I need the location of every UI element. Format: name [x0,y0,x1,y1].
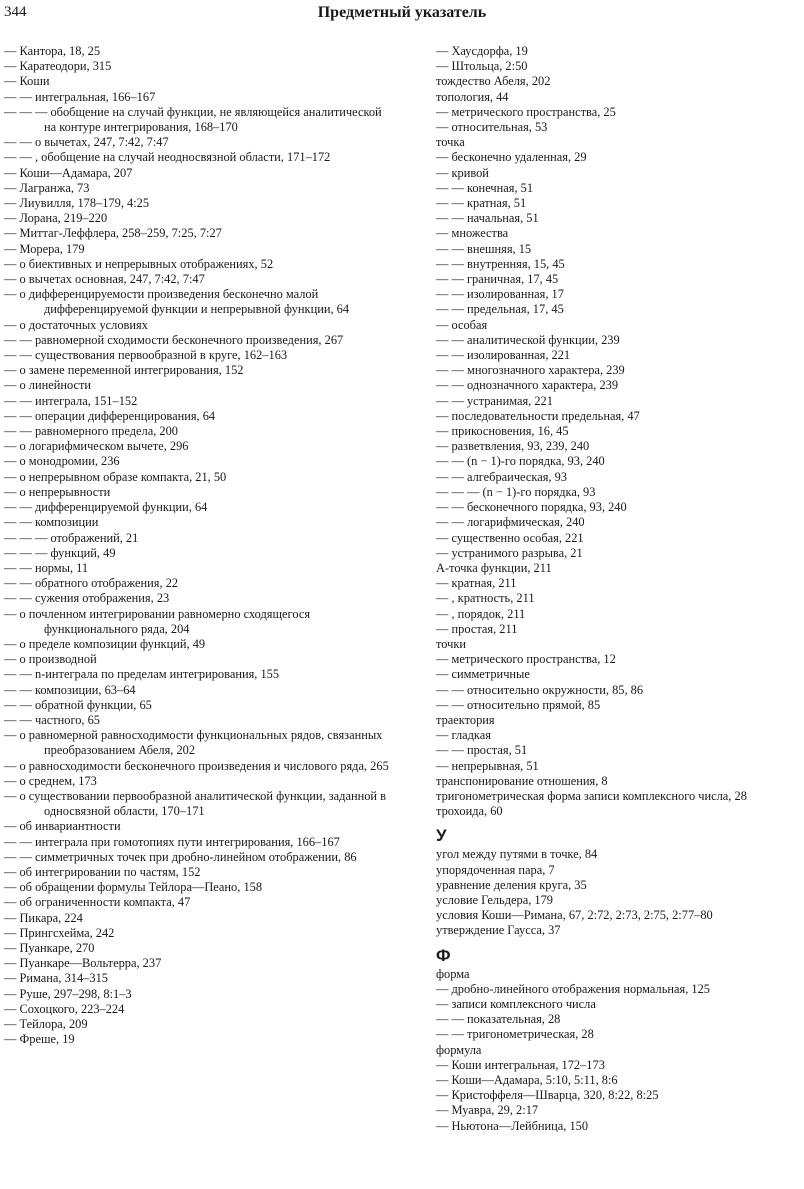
index-entry: — о пределе композиции функций, 49 [4,636,206,651]
index-entry: — — существования первообразной в круге, 162–163 [4,348,288,363]
index-entry: — о среднем, 173 [4,773,97,788]
index-entry: точки [436,636,467,651]
page-title: Предметный указатель [317,4,487,21]
index-entry: — — предельная, 17, 45 [436,302,564,317]
index-entry: — Ньютона—Лейбница, 150 [436,1118,589,1133]
index-entry: уравнение деления круга, 35 [436,877,587,892]
index-entry: — кривой [436,165,489,180]
index-entry: — о монодромии, 236 [4,454,120,469]
index-entry: — о производной [4,652,97,667]
index-entry: — относительная, 53 [436,120,548,135]
index-entry: — непрерывная, 51 [436,758,539,773]
index-entry: — — относительно прямой, 85 [436,697,601,712]
index-entry: — о существовании первообразной аналитической функции, заданной в односвязной области, 170–171 [4,788,386,819]
index-entry: — Лагранжа, 73 [4,180,90,195]
index-entry: — — равномерной сходимости бесконечного произведения, 267 [4,332,344,347]
index-entry: — Лиувилля, 178–179, 4:25 [4,196,150,211]
index-entry: — — обратного отображения, 22 [4,576,179,591]
index-entry: — — — (n − 1)-го порядка, 93 [436,484,596,499]
index-entry: — — обратной функции, 65 [4,697,152,712]
index-entry: A-точка функции, 211 [436,560,552,575]
section-f-entries [436,967,802,1134]
index-entry: условия Коши—Римана, 67, 2:72, 2:73, 2:75, 2:77–80 [436,908,713,923]
index-entry: — Пуанкаре—Вольтерра, 237 [4,956,162,971]
index-entry: формула [436,1042,482,1057]
index-entry: — о достаточных условиях [4,317,148,332]
index-entry: — — дифференцируемой функции, 64 [4,500,208,515]
index-entry: — записи комплексного числа [436,996,596,1011]
index-entry: — — бесконечного порядка, 93, 240 [436,500,627,515]
index-entry: — дробно-линейного отображения нормальная, 125 [436,981,710,996]
index-right-entries [436,44,802,819]
index-entry: — об интегрировании по частям, 152 [4,864,201,879]
index-entry: — о почленном интегрировании равномерно сходящегося функционального ряда, 204 [4,606,311,636]
index-entry: — — тригонометрическая, 28 [436,1027,594,1042]
section-letter-u: У [436,826,447,846]
index-entry: — Каратеодори, 315 [4,59,112,74]
index-entry: — метрического пространства, 12 [436,652,616,667]
index-entry: — Коши—Адамара, 5:10, 5:11, 8:6 [436,1073,618,1087]
index-entry: — — — обобщение на случай функции, не являющейся аналитической на контуре интегрирования, 168–170 [4,104,382,135]
index-entry: — множества [436,226,509,241]
index-entry: упорядоченная пара, 7 [436,862,555,877]
index-entry: — о непрерывности [4,484,111,499]
index-entry: — о линейности [4,378,92,393]
index-entry: — о равносходимости бесконечного произведения и числового ряда, 265 [4,758,389,773]
index-entry: — Римана, 314–315 [4,971,108,986]
index-entry: — о непрерывном образе компакта, 21, 50 [4,469,227,484]
index-entry: — о вычетах основная, 247, 7:42, 7:47 [4,272,205,287]
index-entry: — о логарифмическом вычете, 296 [4,439,189,454]
index-entry: трохоида, 60 [436,804,503,819]
index-entry: — гладкая [436,728,491,743]
index-entry: топология, 44 [436,89,509,104]
index-entry: — Лорана, 219–220 [4,211,108,226]
index-entry: — — внутренняя, 15, 45 [436,256,565,271]
index-entry: — — , обобщение на случай неодносвязной области, 171–172 [4,150,331,165]
index-entry: — — относительно окружности, 85, 86 [436,682,644,697]
index-entry: — последовательности предельная, 47 [436,408,640,423]
index-entry: — Морера, 179 [4,241,85,256]
index-entry: — Миттаг-Леффлера, 258–259, 7:25, 7:27 [4,226,222,241]
index-entry: тригонометрическая форма записи комплексного числа, 28 [436,788,747,803]
index-entry: — существенно особая, 221 [436,530,584,545]
index-left-column [4,44,396,1047]
index-entry: — метрического пространства, 25 [436,104,616,119]
index-entry: форма [436,966,470,981]
index-entry: — — операции дифференцирования, 64 [4,408,216,423]
index-entry: тождество Абеля, 202 [436,74,551,89]
index-entry: — о дифференцируемости произведения бесконечно малой дифференцируемой функции и непрерывной функции, 64 [4,287,350,317]
index-entry: — — алгебраическая, 93 [436,469,567,484]
index-entry: точка [436,135,465,150]
index-entry: — — нормы, 11 [4,560,89,575]
page-number: 344 [4,4,27,20]
index-entry: — — внешняя, 15 [436,241,532,256]
index-entry: — — (n − 1)-го порядка, 93, 240 [436,454,605,469]
index-entry: — — симметричных точек при дробно-линейном отображении, 86 [4,849,357,864]
index-entry: — — равномерного предела, 200 [4,424,178,439]
index-entry: — — интеграла при гомотопиях пути интегрирования, 166–167 [4,834,340,849]
index-entry: — — многозначного характера, 239 [436,363,625,378]
index-entry: — Прингсхейма, 242 [4,925,115,940]
index-entry: — Штольца, 2:50 [436,59,528,74]
index-entry: — Тейлора, 209 [4,1017,88,1031]
index-entry: — — аналитической функции, 239 [436,332,620,347]
index-entry: — прикосновения, 16, 45 [436,424,569,439]
index-entry: — Кантора, 18, 25 [4,44,101,58]
index-entry: — — сужения отображения, 23 [4,591,170,606]
index-entry: — — композиции [4,515,99,530]
index-entry: — — — функций, 49 [4,545,116,560]
index-entry: — — показательная, 28 [436,1012,561,1027]
index-entry: — о замене переменной интегрирования, 152 [4,363,244,378]
index-entry: — о равномерной равносходимости функциональных рядов, связанных преобразованием Абеля, 202 [4,728,383,758]
index-entry: — особая [436,317,488,332]
index-entry: — , порядок, 211 [436,606,526,621]
index-entry: — Пикара, 224 [4,910,83,925]
index-entry: траектория [436,712,495,727]
index-entry: — разветвления, 93, 239, 240 [436,439,590,454]
index-entry: — Муавра, 29, 2:17 [436,1103,539,1118]
index-entry: — об обращении формулы Тейлора—Пеано, 158 [4,880,263,895]
index-right-column [436,44,802,1134]
index-entry: — — интегральная, 166–167 [4,89,156,104]
index-entry: — о биективных и непрерывных отображениях, 52 [4,256,274,271]
index-entry: — — n-интеграла по пределам интегрирования, 155 [4,667,280,682]
index-entry: — Сохоцкого, 223–224 [4,1001,125,1016]
index-entry: утверждение Гаусса, 37 [436,923,561,938]
index-entry: — об ограниченности компакта, 47 [4,895,191,910]
index-entry: — Коши—Адамара, 207 [4,165,133,180]
index-entry: транспонирование отношения, 8 [436,773,608,788]
index-entry: — Фреше, 19 [4,1032,75,1047]
index-entry: — — логарифмическая, 240 [436,515,585,530]
index-entry: — — композиции, 63–64 [4,682,136,697]
index-entry: — , кратность, 211 [436,591,535,606]
index-entry: — устранимого разрыва, 21 [436,545,583,560]
index-entry: — кратная, 211 [436,576,517,591]
index-entry: — Кристоффеля—Шварца, 320, 8:22, 8:25 [436,1088,659,1103]
index-entry: — — однозначного характера, 239 [436,378,619,393]
index-entry: — — частного, 65 [4,712,101,727]
index-entry: — Коши [4,74,50,89]
index-entry: — — простая, 51 [436,743,528,758]
index-entry: — Руше, 297–298, 8:1–3 [4,986,132,1001]
index-entry: — Коши интегральная, 172–173 [436,1057,605,1072]
section-u-entries [436,847,802,938]
index-entry: — — устранимая, 221 [436,393,553,408]
index-entry: — — — отображений, 21 [4,530,139,545]
section-letter-f: Ф [436,945,451,965]
index-entry: — — о вычетах, 247, 7:42, 7:47 [4,135,169,150]
index-entry: — об инвариантности [4,819,121,834]
index-entry: условие Гельдера, 179 [436,892,553,907]
index-entry: — — изолированная, 221 [436,348,571,363]
index-entry: — бесконечно удаленная, 29 [436,150,587,165]
index-entry: — простая, 211 [436,621,518,636]
index-entry: — — интеграла, 151–152 [4,393,138,408]
index-entry: — Пуанкаре, 270 [4,940,95,955]
index-entry: — — кратная, 51 [436,196,527,211]
index-entry: — — граничная, 17, 45 [436,272,559,287]
index-entry: — симметричные [436,667,530,682]
index-entry: — Хаусдорфа, 19 [436,44,528,58]
index-entry: — — изолированная, 17 [436,287,564,302]
index-entry: угол между путями в точке, 84 [436,847,598,862]
index-entry: — — конечная, 51 [436,180,534,195]
index-entry: — — начальная, 51 [436,211,539,226]
